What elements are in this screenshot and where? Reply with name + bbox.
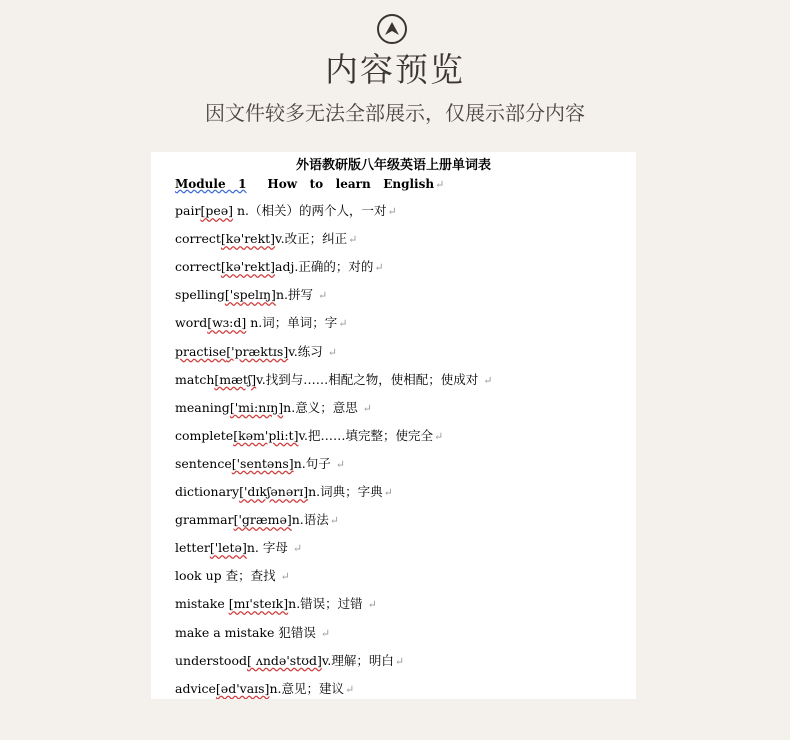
chevron-up-glyph [383, 20, 401, 38]
paragraph-mark: ↵ [367, 598, 377, 612]
paragraph-mark: ↵ [435, 178, 445, 191]
paragraph-mark: ↵ [329, 514, 339, 528]
paragraph-mark: ↵ [374, 261, 384, 275]
list-item [175, 566, 290, 584]
module-topic: How to learn English [267, 177, 435, 191]
entry-meaning: n.意义；意思 [283, 399, 362, 415]
entry-meaning: v.理解；明白 [321, 652, 394, 668]
list-item [175, 538, 302, 556]
entry-word: meaning [175, 399, 230, 415]
entry-word: make a mistake [175, 624, 275, 640]
list-item [175, 482, 393, 500]
page-title: 内容预览 [325, 50, 465, 89]
entry-word: mistake [175, 596, 229, 612]
paragraph-mark: ↵ [394, 654, 405, 668]
paragraph-mark: ↵ [320, 626, 331, 640]
entry-phonetic: [mætʃ] [214, 371, 257, 387]
document-title: 外语教研版八年级英语上册单词表 [295, 158, 491, 173]
paragraph-mark: ↵ [348, 233, 358, 247]
list-item [175, 201, 397, 219]
list-item [175, 651, 404, 669]
entry-meaning: n.拼写 [275, 287, 317, 303]
entry-phonetic: [wɜ:d] [207, 315, 247, 331]
paragraph-mark: ↵ [483, 373, 493, 387]
entry-phonetic: ['græmə] [233, 512, 292, 528]
list-item [175, 510, 339, 528]
entry-meaning: 查；查找 [221, 568, 280, 584]
entry-phonetic: [peə] [200, 203, 233, 218]
entry-phonetic: ['dɪkʃənərɪ] [239, 484, 309, 499]
entry-meaning: 犯错误 [274, 624, 320, 640]
entry-word: look up [175, 568, 222, 584]
list-item [175, 229, 357, 247]
entry-word: correct [175, 231, 221, 247]
entry-word: complete [175, 427, 234, 443]
entry-phonetic: [kə'rekt] [220, 259, 276, 275]
entry-word: spelling [175, 287, 225, 303]
entry-meaning: adj.正确的；对的 [275, 259, 374, 275]
entry-meaning: v.把……填完整；使完全 [298, 427, 434, 443]
module-heading [175, 177, 444, 191]
document-preview [151, 152, 636, 699]
entry-phonetic: [kəm'pli:t] [233, 427, 299, 443]
paragraph-mark: ↵ [362, 401, 372, 415]
entry-meaning: n.语法 [291, 512, 329, 528]
list-item [175, 623, 330, 641]
entry-word: sentence [175, 455, 232, 471]
entry-phonetic: ['sentəns] [231, 455, 294, 471]
entry-meaning: n.词；单词；字 [246, 315, 338, 331]
entry-meaning: n. 字母 [246, 540, 292, 556]
entry-word: practise [175, 343, 227, 359]
paragraph-mark: ↵ [335, 457, 345, 471]
entry-meaning: v.练习 [288, 343, 327, 359]
entry-meaning: n.（相关）的两个人，一对 [233, 203, 387, 218]
entry-word: understood [175, 652, 247, 668]
entry-word: grammar [175, 512, 234, 528]
entry-phonetic: [mɪ'steɪk] [228, 596, 289, 612]
entry-word: advice [175, 680, 216, 696]
list-item [175, 594, 377, 612]
module-name: Module 1 [175, 177, 247, 191]
entry-meaning: v.找到与……相配之物，使相配；使成对 [256, 371, 483, 387]
list-item [175, 370, 492, 388]
entry-phonetic: ['spelɪŋ] [224, 287, 276, 303]
paragraph-mark: ↵ [338, 317, 348, 331]
entry-phonetic: ['letə] [209, 540, 247, 556]
paragraph-mark: ↵ [317, 289, 328, 303]
list-item [175, 313, 347, 331]
list-item [175, 426, 443, 444]
paragraph-mark: ↵ [327, 345, 337, 359]
list-item [175, 454, 345, 472]
paragraph-mark: ↵ [292, 542, 303, 556]
paragraph-mark: ↵ [280, 570, 290, 584]
entry-phonetic: [kə'rekt] [220, 231, 276, 247]
entry-phonetic: [ ʌndə'stʊd] [246, 652, 322, 668]
list-item [175, 257, 384, 275]
entry-meaning: n.词典；字典 [308, 484, 383, 499]
entry-meaning: n.意见；建议 [269, 680, 344, 696]
entry-meaning: n.错误；过错 [288, 596, 367, 612]
paragraph-mark: ↵ [434, 429, 444, 443]
page-subtitle: 因文件较多无法全部展示，仅展示部分内容 [205, 101, 585, 125]
list-item [175, 342, 337, 360]
list-item [175, 285, 327, 303]
entry-word: letter [175, 540, 210, 556]
entry-meaning: n.句子 [293, 455, 335, 471]
entry-phonetic: ['præktɪs] [226, 343, 289, 359]
paragraph-mark: ↵ [383, 486, 393, 499]
paragraph-mark: ↵ [387, 205, 397, 218]
chevron-up-circle-icon [377, 14, 407, 44]
entry-word: pair [175, 203, 201, 218]
list-item [175, 679, 354, 697]
entry-meaning: v.改正；纠正 [275, 231, 348, 247]
entry-phonetic: ['mi:nɪŋ] [229, 399, 284, 415]
entry-word: correct [175, 259, 221, 275]
entry-word: word [175, 315, 208, 331]
list-item [175, 398, 372, 416]
entry-word: dictionary [175, 484, 240, 499]
paragraph-mark: ↵ [344, 682, 355, 696]
entry-word: match [175, 371, 215, 387]
entry-phonetic: [əd'vaɪs] [215, 680, 270, 696]
